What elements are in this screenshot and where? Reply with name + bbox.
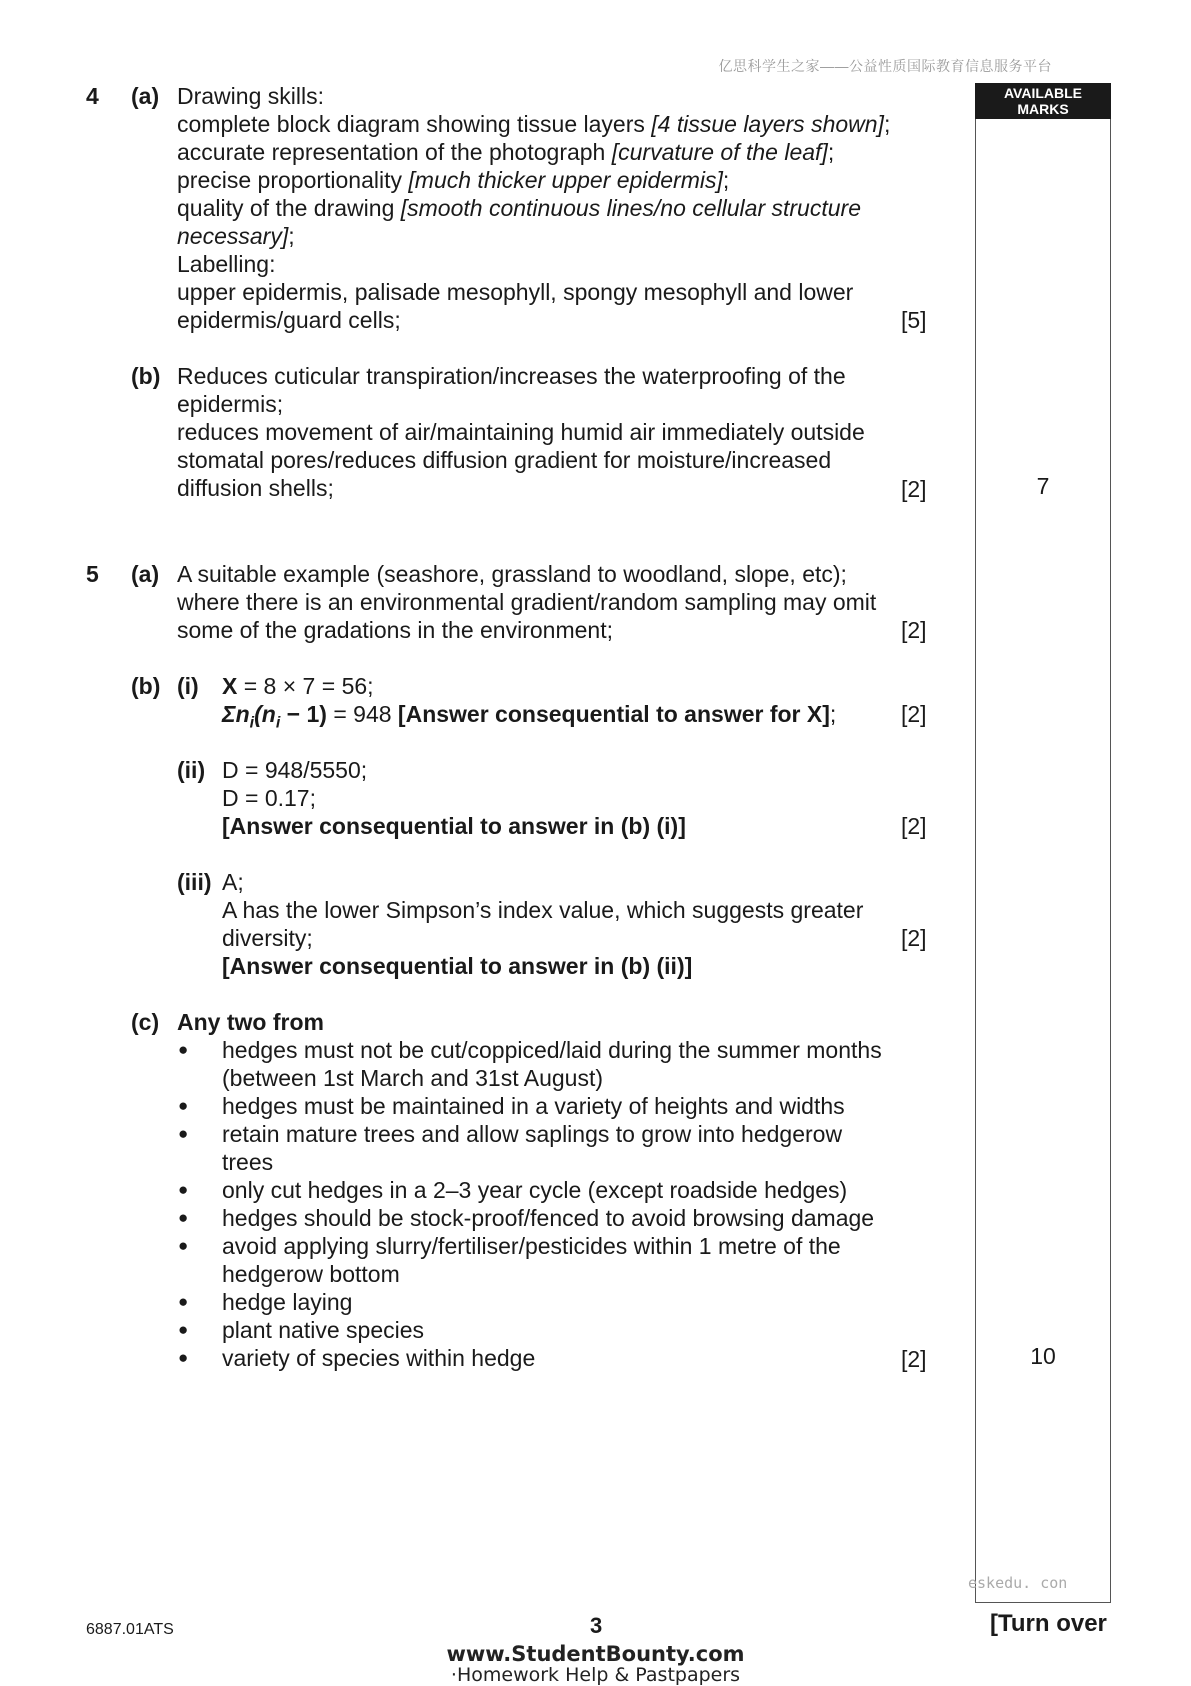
q4-available-marks: 7 xyxy=(1036,473,1050,499)
question-number-5: 5 xyxy=(86,561,99,587)
q4a-line: accurate representation of the photograph [curvature of the leaf]; xyxy=(177,139,835,165)
q5biii-line: A has the lower Simpson’s index value, which suggests greater xyxy=(222,897,864,923)
bullet-icon: ● xyxy=(178,1040,189,1059)
q5biii-line: A; xyxy=(222,869,244,895)
turn-over: [Turn over xyxy=(990,1610,1107,1637)
q5bii-note: [Answer consequential to answer in (b) (i)] xyxy=(222,813,686,839)
q5c-bullet-text: retain mature trees and allow saplings to grow into hedgerow xyxy=(222,1121,843,1147)
formula-part: − 1) xyxy=(280,701,327,727)
q4-part-a-label: (a) xyxy=(131,83,160,109)
q5biii-mark: [2] xyxy=(901,925,927,951)
q5bii-line: D = 948/5550; xyxy=(222,757,368,783)
bullet-icon: ● xyxy=(178,1348,189,1367)
sigma-formula: Σn xyxy=(222,701,250,727)
q5-available-marks: 10 xyxy=(1030,1343,1056,1369)
q5c-bullet-text: (between 1st March and 31st August) xyxy=(222,1065,603,1091)
subscript: i xyxy=(249,714,255,732)
q5c-bullet-text: hedgerow bottom xyxy=(222,1261,400,1287)
q5biii-note: [Answer consequential to answer in (b) (ii)] xyxy=(222,953,693,979)
q4b-mark: [2] xyxy=(901,476,927,502)
bullet-icon: ● xyxy=(178,1236,189,1255)
studentbounty-url[interactable]: www.StudentBounty.com xyxy=(446,1642,745,1666)
subscript: i xyxy=(275,714,281,732)
q4b-line: stomatal pores/reduces diffusion gradient for moisture/increased xyxy=(177,447,832,473)
q5biii-line: diversity; xyxy=(222,925,313,951)
q5c-bullet-text: hedges must be maintained in a variety of heights and widths xyxy=(222,1093,845,1119)
q4b-line: Reduces cuticular transpiration/increases the waterproofing of the xyxy=(177,363,846,389)
bullet-icon: ● xyxy=(178,1320,189,1339)
q4b-line: diffusion shells; xyxy=(177,475,334,501)
marks-column xyxy=(975,83,1111,1603)
bullet-icon: ● xyxy=(178,1096,189,1115)
bullet-icon: ● xyxy=(178,1180,189,1199)
x-symbol: X xyxy=(222,673,238,699)
q5c-title: Any two from xyxy=(177,1009,324,1035)
bullet-icon: ● xyxy=(178,1292,189,1311)
marks-header xyxy=(975,83,1111,119)
q5bii-mark: [2] xyxy=(901,813,927,839)
q5c-bullet-text: variety of species within hedge xyxy=(222,1345,536,1371)
bullet-icon: ● xyxy=(178,1124,189,1143)
q5bi-line xyxy=(222,672,374,700)
q4a-line: necessary]; xyxy=(177,223,295,249)
q4a-line: complete block diagram showing tissue layers [4 tissue layers shown]; xyxy=(177,111,891,137)
q5a-line: A suitable example (seashore, grassland to woodland, slope, etc); xyxy=(177,561,847,587)
page-number: 3 xyxy=(590,1613,603,1638)
q5bii-line: D = 0.17; xyxy=(222,785,316,811)
q5-part-a-label: (a) xyxy=(131,561,160,587)
q5c-bullet-text: only cut hedges in a 2–3 year cycle (except roadside hedges) xyxy=(222,1177,848,1203)
q4a-line: upper epidermis, palisade mesophyll, spongy mesophyll and lower xyxy=(177,279,854,305)
q5bi-calc: = 8 × 7 = 56; xyxy=(237,673,374,699)
q5-part-bi-label: (i) xyxy=(177,673,199,699)
q4b-line: epidermis; xyxy=(177,391,284,417)
q5a-mark: [2] xyxy=(901,617,927,643)
q4a-line: precise proportionality [much thicker upper epidermis]; xyxy=(177,167,730,193)
formula-part: (n xyxy=(254,701,276,727)
paper-code: 6887.01ATS xyxy=(86,1621,174,1638)
q4a-mark: [5] xyxy=(901,307,927,333)
q5-part-bii-label: (ii) xyxy=(177,757,206,783)
q5c-bullet-text: plant native species xyxy=(222,1317,425,1343)
q5a-line: where there is an environmental gradient/random sampling may omit xyxy=(177,589,877,615)
q5c-mark: [2] xyxy=(901,1346,927,1372)
q5c-bullet-text: hedges must not be cut/coppiced/laid during the summer months xyxy=(222,1037,882,1063)
q5bi-mark: [2] xyxy=(901,701,927,727)
q5c-bullet-text: hedges should be stock-proof/fenced to avoid browsing damage xyxy=(222,1205,875,1231)
q5-part-c-label: (c) xyxy=(131,1009,160,1035)
q5bi-line xyxy=(222,700,836,738)
q5c-bullet-text: hedge laying xyxy=(222,1289,353,1315)
bullet-icon: ● xyxy=(178,1208,189,1227)
studentbounty-tagline: ·Homework Help & Pastpapers xyxy=(450,1664,741,1686)
consequential-note: [Answer consequential to answer for X] xyxy=(397,701,830,727)
q5c-bullet-text: trees xyxy=(222,1149,274,1175)
semicolon: ; xyxy=(829,701,837,727)
q5a-line: some of the gradations in the environment; xyxy=(177,617,613,643)
q5c-bullet-text: avoid applying slurry/fertiliser/pesticides within 1 metre of the xyxy=(222,1233,841,1259)
eskedu-watermark: eskedu. con xyxy=(968,1574,1068,1592)
formula-result: = 948 xyxy=(326,701,398,727)
q4a-line: quality of the drawing [smooth continuous lines/no cellular structure xyxy=(177,195,861,221)
studentbounty-watermark[interactable] xyxy=(0,1643,1191,1685)
q4a-line: epidermis/guard cells; xyxy=(177,307,401,333)
q5-part-biii-label: (iii) xyxy=(177,869,212,895)
top-watermark: 亿思科学生之家——公益性质国际教育信息服务平台 xyxy=(718,58,1052,74)
q4a-line: Labelling: xyxy=(177,251,276,277)
q4a-line: Drawing skills: xyxy=(177,83,324,109)
q4-part-b-label: (b) xyxy=(131,363,161,389)
marks-header-label: AVAILABLE MARKS xyxy=(1003,85,1083,117)
q4b-line: reduces movement of air/maintaining humid air immediately outside xyxy=(177,419,865,445)
question-number-4: 4 xyxy=(86,83,99,109)
q5-part-b-label: (b) xyxy=(131,673,161,699)
